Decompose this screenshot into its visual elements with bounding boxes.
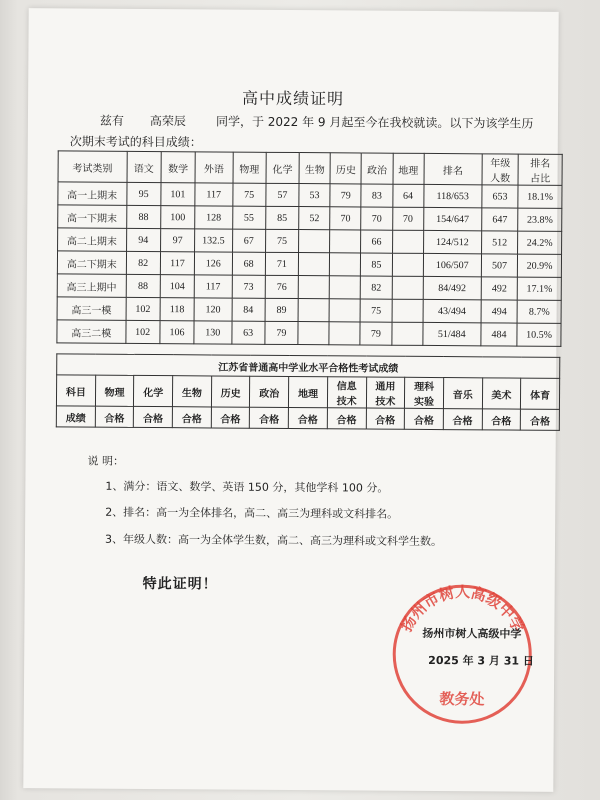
score-cell xyxy=(298,276,329,299)
level-result-cell: 合格 xyxy=(250,407,289,428)
score-cell: 118 xyxy=(160,298,194,321)
score-cell: 82 xyxy=(126,251,160,274)
grades-header-cell: 排名 xyxy=(424,153,482,184)
score-cell: 647 xyxy=(482,208,519,231)
note-item: 3、年级人数：高一为全体学生数，高二、高三为理科或文科学生数。 xyxy=(104,532,443,549)
score-cell: 106/507 xyxy=(423,253,481,276)
grades-header-cell: 物理 xyxy=(233,152,266,183)
level-subject-cell: 物理 xyxy=(95,375,134,406)
score-cell: 130 xyxy=(194,321,232,344)
grades-header-cell: 数学 xyxy=(161,152,195,183)
score-cell: 507 xyxy=(481,254,518,277)
level-result-header: 成绩 xyxy=(56,406,95,427)
level-subject-cell: 生物 xyxy=(173,376,212,407)
level-result-cell: 合格 xyxy=(521,409,560,430)
score-cell: 82 xyxy=(361,276,392,299)
level-result-cell: 合格 xyxy=(134,406,173,427)
score-cell: 63 xyxy=(231,321,264,344)
score-cell xyxy=(329,322,360,345)
level-subject-header: 科目 xyxy=(56,375,95,406)
exam-type-cell: 高二上期末 xyxy=(58,228,127,251)
notes-heading: 说 明： xyxy=(87,454,125,468)
score-cell: 20.9% xyxy=(518,254,562,277)
grades-header-cell: 年级 人数 xyxy=(482,154,519,185)
score-cell: 83 xyxy=(361,184,392,207)
grades-table xyxy=(56,150,562,347)
intro-line-1 xyxy=(100,112,534,132)
score-cell: 17.1% xyxy=(517,277,561,300)
score-cell xyxy=(391,322,422,345)
score-cell: 43/494 xyxy=(423,299,481,322)
document-title: 高中成绩证明 xyxy=(242,88,345,109)
certify-text: 特此证明！ xyxy=(142,575,218,593)
document-paper xyxy=(23,8,558,792)
grades-header-cell: 语文 xyxy=(127,151,161,182)
grades-header-cell: 地理 xyxy=(393,153,424,184)
svg-text:扬州市树人高级中学: 扬州市树人高级中学 xyxy=(397,583,528,636)
level-exam-caption: 江苏省普通高中学业水平合格性考试成绩 xyxy=(57,354,560,379)
score-cell: 73 xyxy=(232,275,265,298)
score-cell: 18.1% xyxy=(518,185,562,208)
score-cell: 124/512 xyxy=(423,230,481,253)
score-cell: 117 xyxy=(160,252,194,275)
score-cell: 51/484 xyxy=(423,322,481,345)
level-result-cell: 合格 xyxy=(327,408,366,429)
level-result-cell: 合格 xyxy=(482,409,521,430)
level-subject-cell: 化学 xyxy=(134,375,173,406)
score-cell: 120 xyxy=(194,298,232,321)
signature-date: 2025 年 3 月 31 日 xyxy=(428,653,534,668)
intro-rest: 同学，于 2022 年 9 月起至今在我校就读。以下为该学生历 xyxy=(215,114,534,131)
score-cell: 52 xyxy=(299,207,330,230)
grades-header-cell: 政治 xyxy=(361,153,392,184)
score-cell: 95 xyxy=(126,182,160,205)
score-cell: 102 xyxy=(125,320,159,343)
score-cell: 24.2% xyxy=(518,231,562,254)
score-cell: 76 xyxy=(265,275,298,298)
score-cell: 75 xyxy=(265,229,298,252)
level-result-cell: 合格 xyxy=(95,406,134,427)
score-cell: 97 xyxy=(160,229,194,252)
score-cell: 70 xyxy=(330,207,361,230)
score-cell: 79 xyxy=(330,184,361,207)
level-result-cell: 合格 xyxy=(443,409,482,430)
score-cell xyxy=(298,253,329,276)
score-cell: 10.5% xyxy=(517,323,561,346)
score-cell xyxy=(330,230,361,253)
score-cell: 104 xyxy=(160,275,194,298)
score-cell: 84 xyxy=(232,298,265,321)
score-cell: 494 xyxy=(481,300,518,323)
level-subject-cell: 理科 实验 xyxy=(405,377,444,408)
score-cell: 84/492 xyxy=(423,276,481,299)
score-cell xyxy=(299,230,330,253)
score-cell: 8.7% xyxy=(517,300,561,323)
exam-type-cell: 高二下期末 xyxy=(57,251,126,274)
level-subject-cell: 通用 技术 xyxy=(366,377,405,408)
level-exam-subject-row xyxy=(56,375,559,410)
level-result-cell: 合格 xyxy=(172,407,211,428)
exam-type-cell: 高三二模 xyxy=(57,320,126,343)
score-cell: 85 xyxy=(361,253,392,276)
score-cell: 492 xyxy=(481,277,518,300)
score-cell xyxy=(330,253,361,276)
score-cell: 23.8% xyxy=(518,208,562,231)
score-cell: 89 xyxy=(265,298,298,321)
score-cell: 68 xyxy=(232,252,265,275)
level-subject-cell: 美术 xyxy=(482,378,521,409)
score-cell: 88 xyxy=(126,205,160,228)
score-cell: 71 xyxy=(265,252,298,275)
score-cell: 70 xyxy=(361,207,392,230)
exam-type-cell: 高一上期末 xyxy=(58,182,127,205)
exam-type-cell: 高三一模 xyxy=(57,297,126,320)
table-row xyxy=(57,274,561,301)
score-cell xyxy=(329,299,360,322)
intro-line-2: 次期末考试的科目成绩： xyxy=(69,134,202,150)
student-name: 高荣辰 xyxy=(149,114,187,129)
score-cell: 75 xyxy=(232,183,265,206)
exam-type-cell: 高三上期中 xyxy=(57,274,126,297)
signature-school: 扬州市树人高级中学 xyxy=(422,626,522,641)
score-cell: 653 xyxy=(482,185,519,208)
grades-header-cell: 外语 xyxy=(195,152,233,183)
level-exam-result-row xyxy=(56,406,559,431)
svg-text:教务处: 教务处 xyxy=(439,690,485,709)
score-cell xyxy=(298,299,329,322)
level-subject-cell: 地理 xyxy=(289,376,328,407)
level-exam-table xyxy=(56,353,561,431)
score-cell xyxy=(329,276,360,299)
score-cell xyxy=(298,322,329,345)
score-cell xyxy=(392,299,423,322)
score-cell: 484 xyxy=(481,323,518,346)
table-row xyxy=(57,320,561,347)
level-result-cell: 合格 xyxy=(404,408,443,429)
grades-header-cell: 化学 xyxy=(266,152,299,183)
score-cell: 79 xyxy=(265,321,298,344)
score-cell: 88 xyxy=(126,274,160,297)
grades-header-cell: 生物 xyxy=(299,153,330,184)
score-cell: 55 xyxy=(232,206,265,229)
score-cell: 70 xyxy=(392,207,423,230)
score-cell: 57 xyxy=(266,183,299,206)
level-result-cell: 合格 xyxy=(366,408,405,429)
score-cell xyxy=(392,276,423,299)
note-item: 1、满分：语文、数学、英语 150 分，其他学科 100 分。 xyxy=(105,479,389,495)
level-subject-cell: 音乐 xyxy=(443,378,482,409)
score-cell: 126 xyxy=(195,252,233,275)
score-cell: 512 xyxy=(481,231,518,254)
score-cell: 106 xyxy=(160,321,194,344)
intro-prefix: 兹有 xyxy=(99,113,125,128)
score-cell: 53 xyxy=(299,184,330,207)
grades-header-cell: 排名 占比 xyxy=(518,154,562,185)
level-subject-cell: 体育 xyxy=(521,378,560,409)
grades-header-row xyxy=(58,151,562,186)
note-item: 2、排名：高一为全体排名，高二、高三为理科或文科排名。 xyxy=(105,505,399,521)
table-row xyxy=(57,297,561,324)
level-result-cell: 合格 xyxy=(211,407,250,428)
level-subject-cell: 历史 xyxy=(211,376,250,407)
score-cell: 101 xyxy=(161,183,195,206)
score-cell xyxy=(392,253,423,276)
score-cell: 128 xyxy=(195,206,233,229)
score-cell: 85 xyxy=(265,206,298,229)
score-cell xyxy=(392,230,423,253)
level-result-cell: 合格 xyxy=(288,407,327,428)
score-cell: 102 xyxy=(126,297,160,320)
score-cell: 79 xyxy=(360,322,391,345)
score-cell: 64 xyxy=(392,184,423,207)
grades-header-cell: 考试类别 xyxy=(58,151,127,182)
grades-header-cell: 历史 xyxy=(330,153,361,184)
score-cell: 132.5 xyxy=(195,229,233,252)
level-subject-cell: 政治 xyxy=(250,376,289,407)
level-subject-cell: 信息 技术 xyxy=(327,377,366,408)
score-cell: 118/653 xyxy=(424,184,482,207)
score-cell: 100 xyxy=(161,206,195,229)
score-cell: 154/647 xyxy=(423,207,481,230)
exam-type-cell: 高一下期末 xyxy=(58,205,127,228)
score-cell: 66 xyxy=(361,230,392,253)
score-cell: 75 xyxy=(360,299,391,322)
score-cell: 117 xyxy=(195,183,233,206)
score-cell: 117 xyxy=(194,275,232,298)
score-cell: 67 xyxy=(232,229,265,252)
score-cell: 94 xyxy=(126,228,160,251)
